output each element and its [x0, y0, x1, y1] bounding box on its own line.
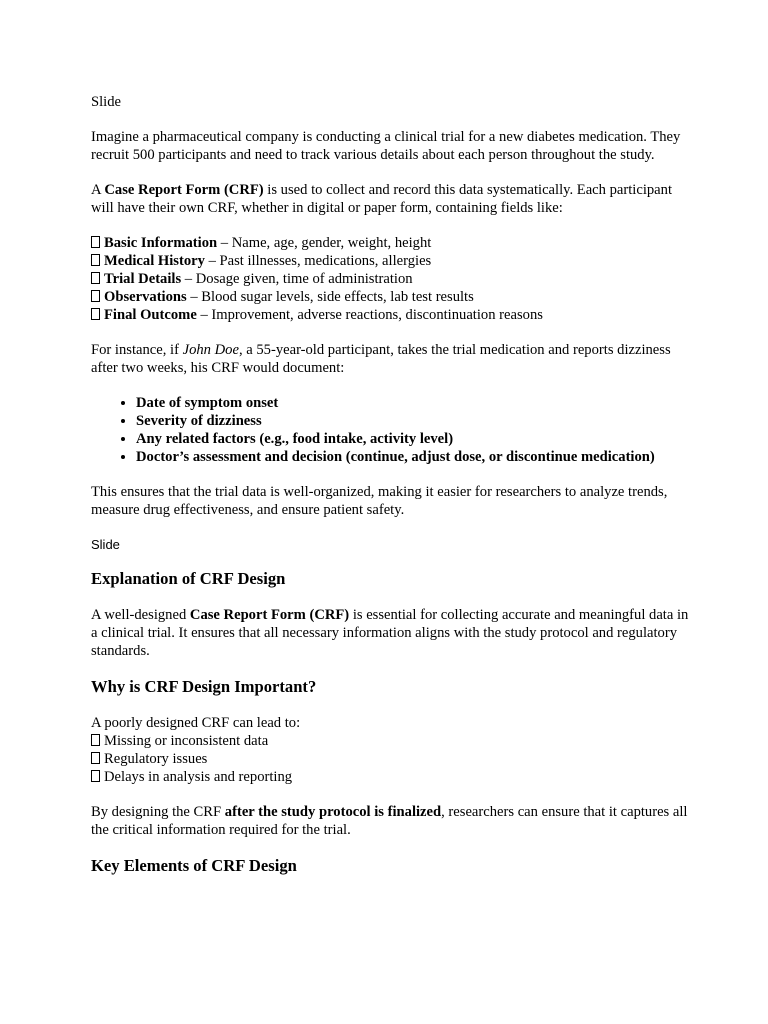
missing-glyph-icon: [91, 308, 100, 320]
missing-glyph-icon: [91, 734, 100, 746]
list-item: • Any related factors (e.g., food intake, activity level): [136, 430, 691, 448]
list-intro: A poorly designed CRF can lead to:: [91, 715, 301, 731]
missing-glyph-icon: [91, 290, 100, 302]
list-item: Missing or inconsistent data: [91, 732, 691, 750]
missing-glyph-icon: [91, 236, 100, 248]
list-item: Regulatory issues: [91, 750, 691, 768]
crf-field-list: [91, 234, 691, 324]
ensures-paragraph: This ensures that the trial data is well-organized, making it easier for researchers to analyze trends, measure drug effectiveness, and ensure patient safety.: [91, 484, 668, 518]
list-item: Final Outcome – Improvement, adverse reactions, discontinuation reasons: [91, 306, 691, 324]
poor-design-list: [91, 714, 691, 786]
design-paragraph: A well-designed Case Report Form (CRF) is essential for collecting accurate and meaningful data in a clinical trial. It ensures that all necessary information aligns with the study protocol and regulatory standards.: [91, 607, 689, 659]
intro-paragraph: Imagine a pharmaceutical company is conducting a clinical trial for a new diabetes medication. They recruit 500 participants and need to track various details about each person throughout the study.: [91, 129, 681, 163]
list-item: Delays in analysis and reporting: [91, 768, 691, 786]
patient-name: John Doe: [182, 342, 239, 358]
list-item: Medical History – Past illnesses, medications, allergies: [91, 252, 691, 270]
list-item: Basic Information – Name, age, gender, weight, height: [91, 234, 691, 252]
crf-paragraph: A Case Report Form (CRF) is used to collect and record this data systematically. Each participant will have their own CRF, whether in digital or paper form, containing fields like:: [91, 182, 673, 216]
slide-label: Slide: [91, 94, 121, 110]
section-heading: Key Elements of CRF Design: [91, 856, 297, 875]
slide-label: Slide: [91, 537, 120, 552]
list-item: • Doctor’s assessment and decision (continue, adjust dose, or discontinue medication): [136, 448, 691, 466]
example-paragraph: For instance, if John Doe, a 55-year-old participant, takes the trial medication and reports dizziness after two weeks, his CRF would document:: [91, 342, 671, 376]
list-item: Observations – Blood sugar levels, side effects, lab test results: [91, 288, 691, 306]
crf-term: Case Report Form (CRF): [104, 182, 264, 198]
list-item: Trial Details – Dosage given, time of administration: [91, 270, 691, 288]
section-heading: Why is CRF Design Important?: [91, 677, 317, 696]
list-item: • Severity of dizziness: [136, 412, 691, 430]
crf-document-list: [91, 394, 691, 466]
missing-glyph-icon: [91, 770, 100, 782]
missing-glyph-icon: [91, 272, 100, 284]
list-item: • Date of symptom onset: [136, 394, 691, 412]
missing-glyph-icon: [91, 254, 100, 266]
missing-glyph-icon: [91, 752, 100, 764]
protocol-paragraph: By designing the CRF after the study protocol is finalized, researchers can ensure that it captures all the critical information required for the trial.: [91, 804, 688, 838]
document-page: [91, 93, 691, 893]
section-heading: Explanation of CRF Design: [91, 569, 286, 588]
